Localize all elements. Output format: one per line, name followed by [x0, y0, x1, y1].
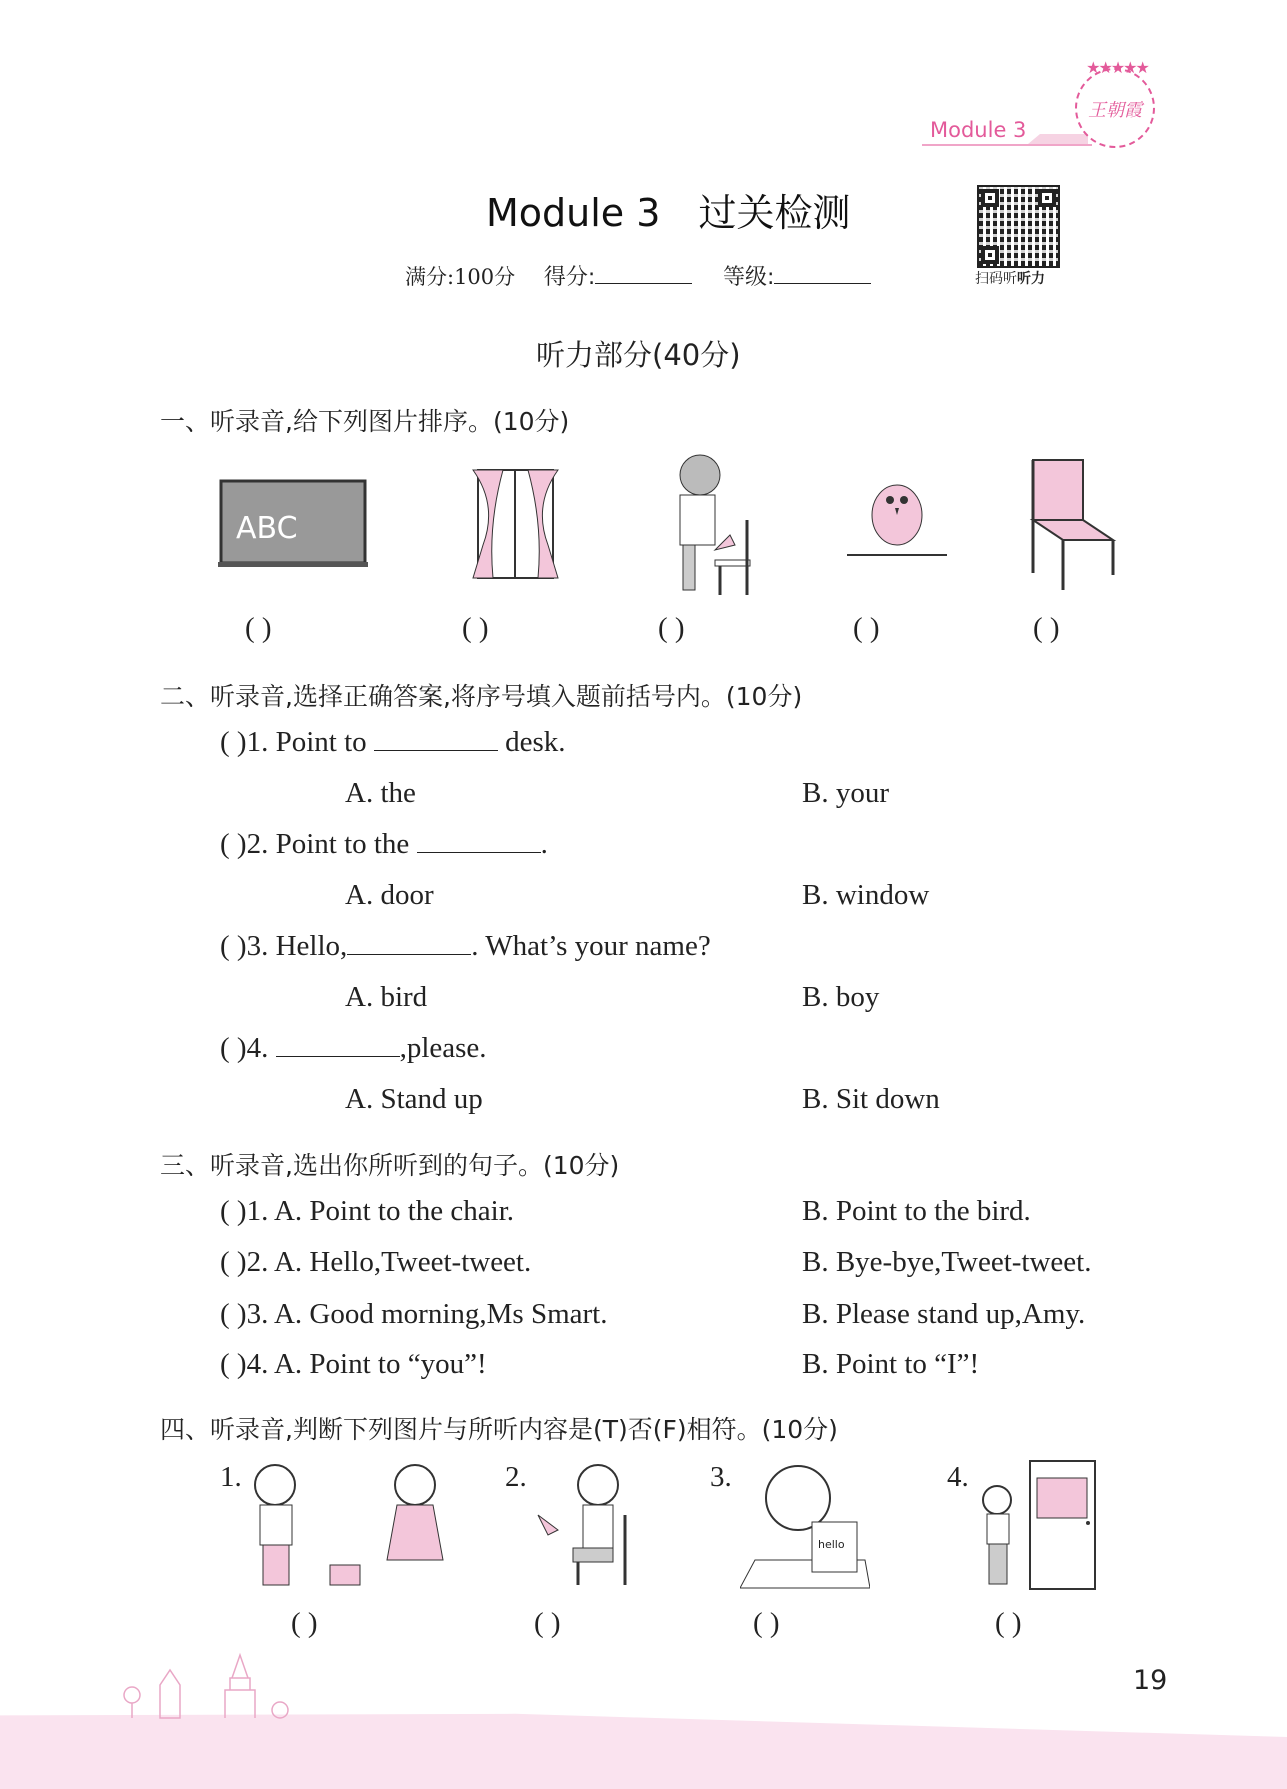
- option-b: B. your: [802, 777, 889, 809]
- section1-heading: 一、听录音,给下列图片排序。(10分): [160, 407, 570, 436]
- option-b: B. window: [802, 879, 930, 911]
- boy-door-picture: [975, 1458, 1100, 1593]
- section4-heading: 四、听录音,判断下列图片与所听内容是(T)否(F)相符。(10分): [160, 1415, 838, 1444]
- girl-at-desk-picture: [665, 450, 760, 600]
- header-rule: [922, 144, 1092, 146]
- title-name: 过关检测: [698, 191, 851, 235]
- answer-paren-2[interactable]: ( ): [462, 612, 489, 644]
- option-a: 3. A. Good morning,Ms Smart.: [246, 1298, 608, 1330]
- answer-paren-pic-4[interactable]: ( ): [995, 1607, 1022, 1639]
- window-picture: [468, 465, 563, 585]
- answer-paren-pic-2[interactable]: ( ): [534, 1607, 561, 1639]
- question-3: [220, 930, 711, 963]
- option-a: A. Stand up: [345, 1083, 483, 1115]
- option-a: 2. A. Hello,Tweet-tweet.: [246, 1246, 532, 1278]
- page-title: [486, 182, 850, 237]
- bird-picture: [842, 470, 952, 575]
- question-2: [220, 828, 548, 861]
- answer-paren[interactable]: ( ): [220, 1195, 247, 1227]
- answer-paren[interactable]: ( ): [220, 828, 247, 860]
- module-tag: Module 3: [930, 118, 1027, 142]
- option-b: B. Sit down: [802, 1083, 940, 1115]
- score-line: [405, 260, 871, 291]
- answer-paren-3[interactable]: ( ): [658, 612, 685, 644]
- sentence-row-1: [220, 1195, 514, 1228]
- board-text: ABC: [236, 511, 298, 546]
- stars-icon: ★★★★★: [1086, 58, 1148, 77]
- answer-paren-1[interactable]: ( ): [245, 612, 272, 644]
- answer-paren[interactable]: ( ): [220, 1032, 247, 1064]
- answer-paren-pic-1[interactable]: ( ): [291, 1607, 318, 1639]
- option-a: 1. A. Point to the chair.: [246, 1195, 515, 1227]
- option-b: B. boy: [802, 981, 880, 1013]
- option-a: A. bird: [345, 981, 428, 1013]
- picture-number-3: 3.: [710, 1461, 732, 1493]
- answer-paren[interactable]: ( ): [220, 930, 247, 962]
- chair-picture: [1028, 455, 1118, 595]
- picture-number-4: 4.: [947, 1461, 969, 1493]
- sentence-row-3: [220, 1298, 607, 1331]
- answer-blank[interactable]: [347, 954, 471, 955]
- option-b: B. Point to “I”!: [802, 1348, 980, 1380]
- answer-paren-pic-3[interactable]: ( ): [753, 1607, 780, 1639]
- question-text: 1. Point to: [246, 726, 374, 758]
- question-1: [220, 726, 566, 759]
- boy-girl-picture: [245, 1460, 450, 1595]
- qr-code[interactable]: [979, 187, 1058, 266]
- blackboard-picture: [218, 478, 370, 570]
- footer-band: [0, 1709, 1287, 1789]
- picture-number-1: 1.: [220, 1461, 242, 1493]
- picture-number-2: 2.: [505, 1461, 527, 1493]
- score-label: 得分:: [543, 265, 596, 290]
- answer-paren[interactable]: ( ): [220, 1298, 247, 1330]
- option-a: A. the: [345, 777, 416, 809]
- full-score: 满分:100分: [405, 265, 516, 289]
- card-text: hello: [818, 1538, 845, 1551]
- question-text: 2. Point to the: [246, 828, 417, 860]
- section2-heading: 二、听录音,选择正确答案,将序号填入题前括号内。(10分): [160, 682, 803, 711]
- option-b: B. Point to the bird.: [802, 1195, 1031, 1227]
- answer-blank[interactable]: [417, 852, 541, 853]
- boy-hello-card-picture: [740, 1460, 870, 1590]
- answer-blank[interactable]: [374, 750, 498, 751]
- question-text: 3. Hello,: [246, 930, 348, 962]
- question-text: desk.: [497, 726, 566, 758]
- boy-sitting-picture: [533, 1460, 633, 1590]
- answer-paren[interactable]: ( ): [220, 1246, 247, 1278]
- brand-logo: ★★★★★ 王朝霞: [1075, 68, 1155, 148]
- header-ribbon: [1028, 134, 1088, 144]
- sentence-row-2: [220, 1246, 531, 1279]
- answer-paren-4[interactable]: ( ): [853, 612, 880, 644]
- option-b: B. Please stand up,Amy.: [802, 1298, 1086, 1330]
- question-text: ,please.: [399, 1032, 487, 1064]
- page-number: 19: [1133, 1665, 1168, 1696]
- qr-caption-prefix: 扫码听: [975, 271, 1017, 287]
- sentence-row-4: [220, 1348, 487, 1381]
- answer-paren[interactable]: ( ): [220, 726, 247, 758]
- question-4: [220, 1032, 487, 1065]
- part-title: 听力部分(40分): [536, 338, 741, 372]
- answer-paren[interactable]: ( ): [220, 1348, 247, 1380]
- score-blank[interactable]: [595, 283, 692, 284]
- title-module: Module 3: [486, 191, 661, 235]
- option-b: B. Bye-bye,Tweet-tweet.: [802, 1246, 1092, 1278]
- answer-blank[interactable]: [276, 1056, 400, 1057]
- question-text: 4.: [246, 1032, 276, 1064]
- question-text: .: [540, 828, 548, 860]
- option-a: A. door: [345, 879, 434, 911]
- option-a: 4. A. Point to “you”!: [246, 1348, 487, 1380]
- section3-heading: 三、听录音,选出你所听到的句子。(10分): [160, 1151, 620, 1180]
- castle-decoration-icon: [120, 1650, 320, 1720]
- question-text: . What’s your name?: [471, 930, 711, 962]
- grade-label: 等级:: [722, 265, 775, 290]
- grade-blank[interactable]: [774, 283, 871, 284]
- qr-caption-bold: 听力: [1017, 271, 1045, 287]
- qr-caption: [975, 268, 1045, 288]
- answer-paren-5[interactable]: ( ): [1033, 612, 1060, 644]
